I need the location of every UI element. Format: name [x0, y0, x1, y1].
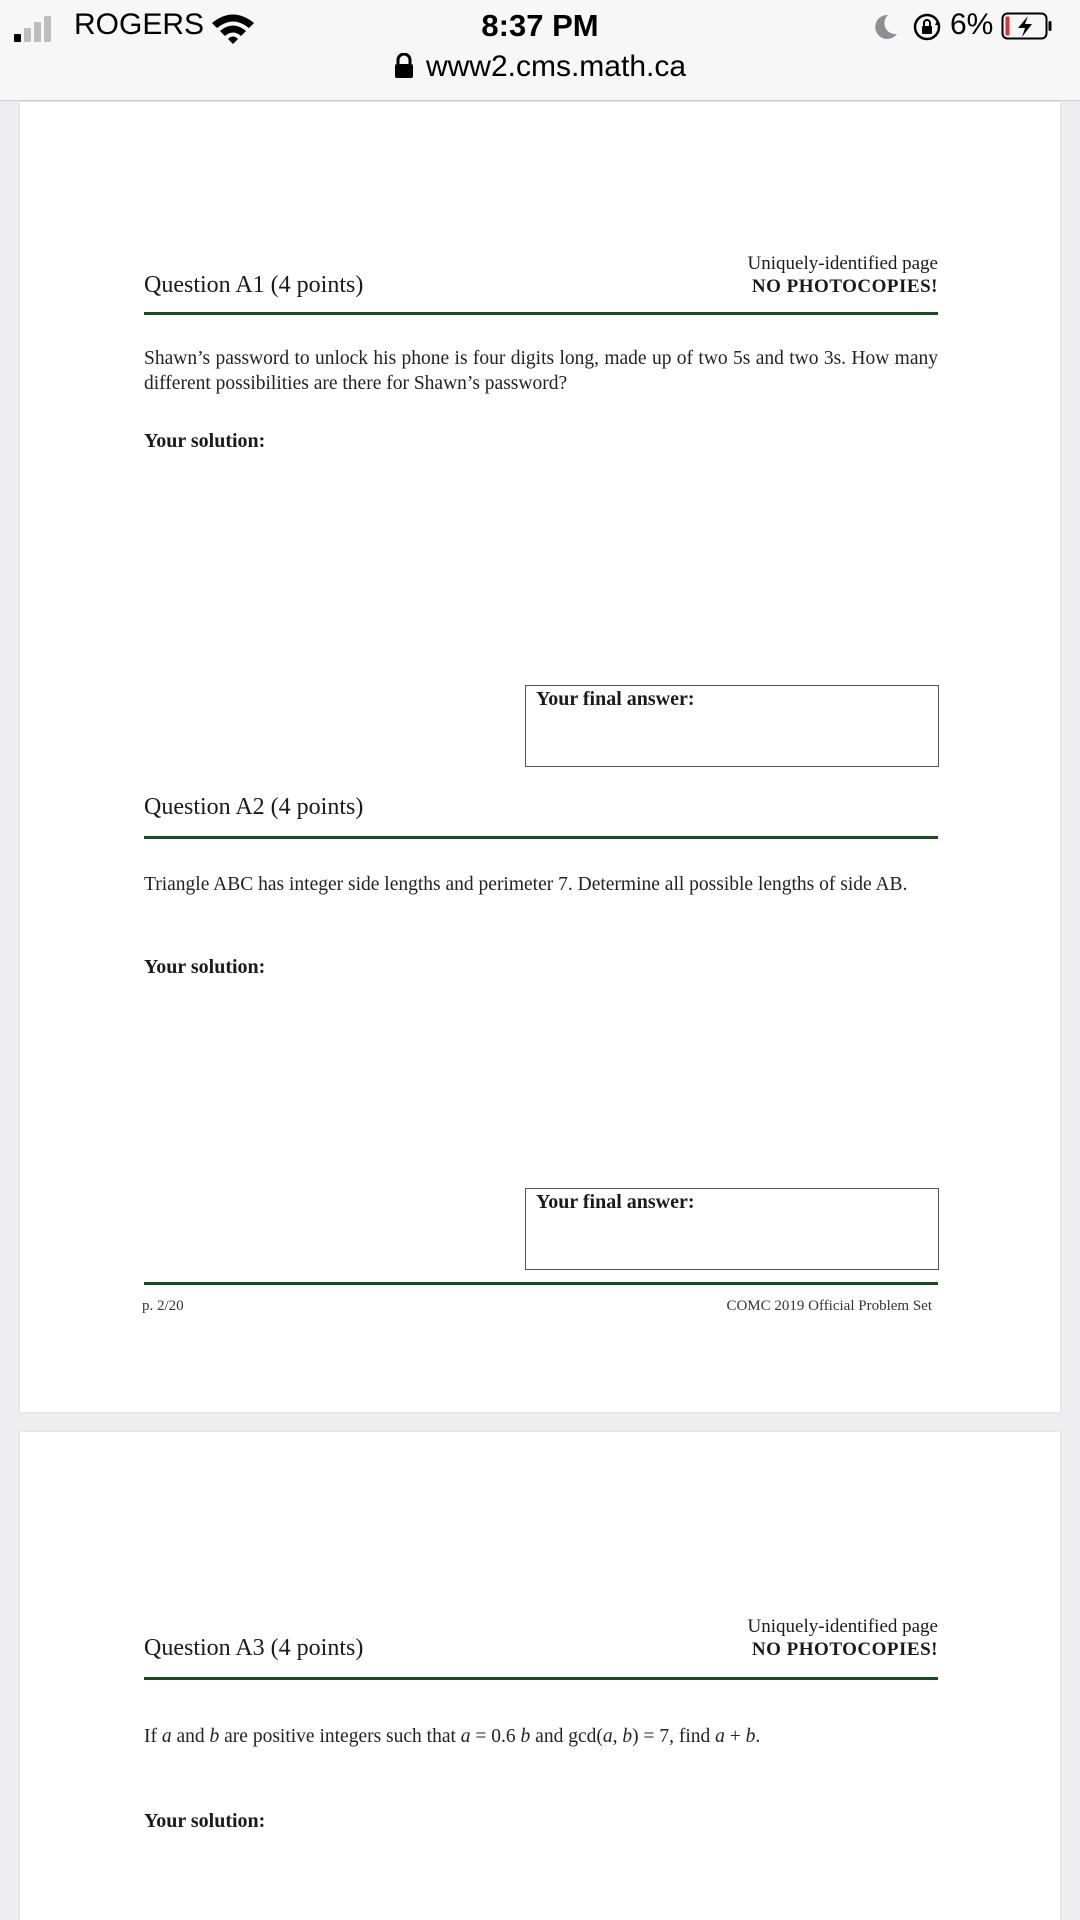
question-a3-text: If a and b are positive integers such that a = 0.6 b and gcd(a, b) = 7, find a + b. [144, 1726, 761, 1747]
question-a1-solution-label: Your solution: [144, 430, 266, 452]
header-rule [144, 312, 938, 315]
page-header-right [748, 1615, 938, 1661]
document-page-3 [20, 1432, 1060, 1920]
question-a2-solution-label: Your solution: [144, 956, 266, 978]
final-answer-label: Your final answer: [536, 1191, 695, 1213]
question-a2-text: Triangle ABC has integer side lengths and perimeter 7. Determine all possible lengths of side AB. [144, 874, 908, 895]
uniquely-identified-label: Uniquely-identified page [747, 1616, 938, 1637]
question-a2-title: Question A2 (4 points) [144, 794, 364, 820]
header-rule [144, 1677, 938, 1680]
url-text: www2.cms.math.ca [425, 50, 687, 83]
status-bar [0, 0, 1080, 101]
question-a1-title: Question A1 (4 points) [144, 272, 364, 298]
carrier-name: ROGERS [74, 8, 205, 41]
page-number: p. 2/20 [142, 1298, 184, 1314]
question-a2-answer-box[interactable] [525, 1188, 939, 1270]
no-photocopies-label: NO PHOTOCOPIES! [751, 276, 938, 297]
header-rule [144, 836, 938, 839]
uniquely-identified-label: Uniquely-identified page [747, 253, 938, 274]
address-bar[interactable] [0, 50, 1080, 84]
battery-charging-icon [1001, 12, 1053, 40]
battery-percentage: 6% [950, 8, 994, 41]
footer-rule [144, 1282, 938, 1285]
var-a: a [161, 1726, 172, 1747]
var-b: b [209, 1726, 220, 1747]
question-a3-title: Question A3 (4 points) [144, 1635, 364, 1661]
question-a1-answer-box[interactable] [525, 685, 939, 767]
final-answer-label: Your final answer: [536, 688, 695, 710]
question-a1-text: Shawn’s password to unlock his phone is four digits long, made up of two 5s and two 3s. How many different possibilities are there for Shawn’s password? [144, 348, 938, 394]
rotation-lock-icon [912, 12, 942, 42]
moon-icon [870, 12, 900, 42]
footer-title: COMC 2019 Official Problem Set [726, 1298, 932, 1314]
clock: 8:37 PM [481, 8, 599, 43]
no-photocopies-label: NO PHOTOCOPIES! [751, 1639, 938, 1660]
document-page-2 [20, 102, 1060, 1412]
page-header-right [748, 252, 938, 298]
question-a3-solution-label: Your solution: [144, 1810, 266, 1832]
lock-icon [394, 53, 414, 79]
